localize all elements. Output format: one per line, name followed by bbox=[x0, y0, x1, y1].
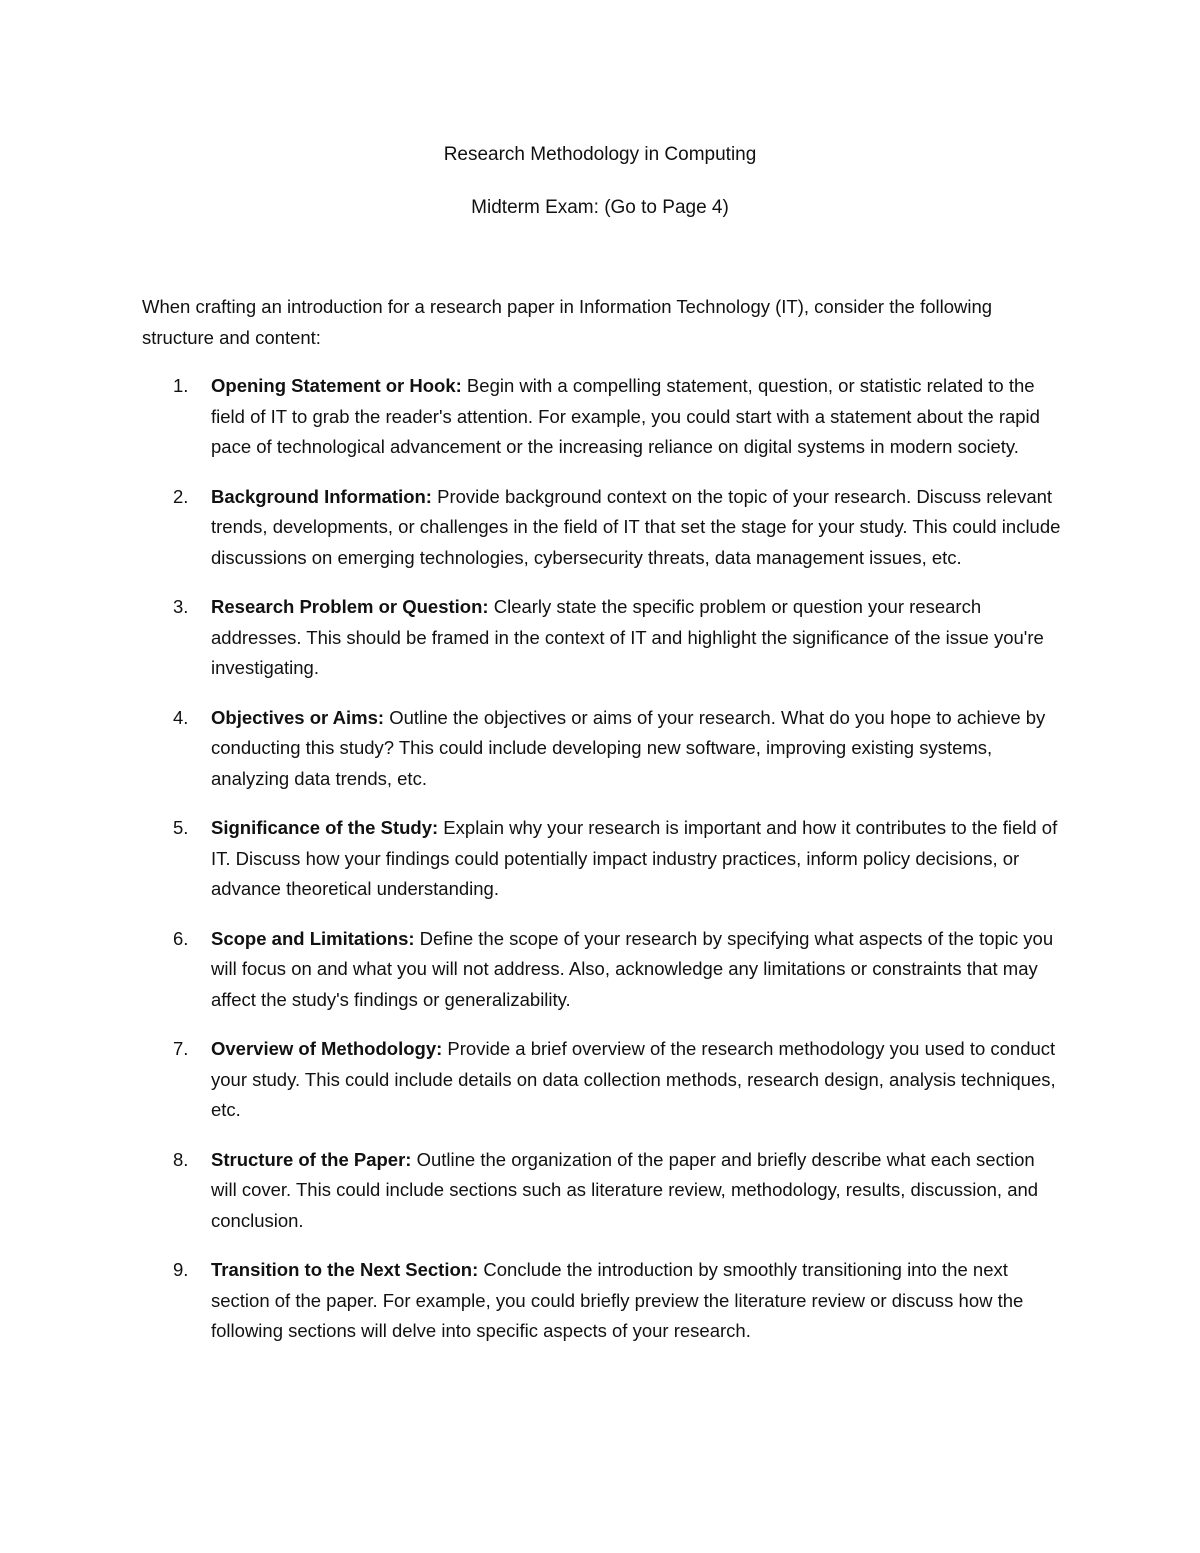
list-item-heading: Significance of the Study: bbox=[211, 817, 439, 838]
list-item bbox=[0, 813, 1061, 905]
numbered-list bbox=[0, 371, 1200, 1366]
list-item bbox=[0, 482, 1061, 574]
list-item-number: 3. bbox=[173, 596, 189, 617]
list-item-number: 5. bbox=[173, 817, 189, 838]
list-item bbox=[0, 924, 1061, 1016]
list-item-text: Provide background context on the topic of your research. Discuss relevant trends, developments, or challenges in the field of IT that set the stage for your study. This could include discussions on emerging technologies, cybersecurity threats, data management issues, etc. bbox=[211, 485, 1061, 568]
list-item-text: Outline the organization of the paper and briefly describe what each section will cover. This could include sections such as literature review, methodology, results, discussion, and conclusion. bbox=[211, 1148, 1039, 1231]
document-subtitle: Midterm Exam: (Go to Page 4) bbox=[471, 197, 729, 218]
document-title: Research Methodology in Computing bbox=[443, 144, 757, 165]
list-item-text: Clearly state the specific problem or question your research addresses. This should be framed in the context of IT and highlight the significance of the issue you're investigating. bbox=[211, 596, 1044, 678]
list-item-heading: Background Information: bbox=[211, 485, 432, 507]
list-item-number: 6. bbox=[173, 927, 189, 949]
list-item-text: Outline the objectives or aims of your research. What do you hope to achieve by conducting this study? This could include developing new software, improving existing systems, analyzing data trends, etc. bbox=[211, 706, 1046, 789]
list-item-heading: Structure of the Paper: bbox=[211, 1148, 412, 1170]
list-item-heading: Research Problem or Question: bbox=[211, 596, 489, 617]
intro-paragraph: When crafting an introduction for a research paper in Information Technology (IT), consider the following structure and content: bbox=[142, 296, 993, 348]
list-item-heading: Objectives or Aims: bbox=[211, 706, 385, 728]
list-item-heading: Overview of Methodology: bbox=[211, 1038, 443, 1059]
list-item-number: 7. bbox=[173, 1038, 189, 1059]
list-item-number: 2. bbox=[173, 485, 189, 507]
list-item bbox=[0, 371, 1061, 463]
list-item-number: 1. bbox=[173, 375, 189, 396]
list-item bbox=[0, 1145, 1061, 1237]
list-item-text: Provide a brief overview of the research methodology you used to conduct your study. This could include details on data collection methods, research design, analysis techniques, etc. bbox=[211, 1038, 1056, 1120]
list-item-text: Explain why your research is important and how it contributes to the field of IT. Discuss how your findings could potentially impact industry practices, inform policy decisions, or advance theoretical understanding. bbox=[211, 817, 1058, 899]
list-item bbox=[0, 1255, 1061, 1347]
list-item-text: Begin with a compelling statement, question, or statistic related to the field of IT to grab the reader's attention. For example, you could start with a statement about the rapid pace of technological advancement or the increasing reliance on digital systems in modern society. bbox=[211, 375, 1040, 457]
list-item-heading: Scope and Limitations: bbox=[211, 927, 415, 949]
list-item-number: 9. bbox=[173, 1259, 189, 1280]
list-item bbox=[0, 592, 1061, 684]
list-item-text: Define the scope of your research by specifying what aspects of the topic you will focus on and what you will not address. Also, acknowledge any limitations or constraints that may affect the study's findings or generalizability. bbox=[211, 927, 1054, 1010]
list-item-number: 8. bbox=[173, 1148, 189, 1170]
list-item-heading: Opening Statement or Hook: bbox=[211, 375, 462, 396]
list-item bbox=[0, 703, 1061, 795]
list-item-number: 4. bbox=[173, 706, 189, 728]
list-item-heading: Transition to the Next Section: bbox=[211, 1259, 479, 1280]
list-item bbox=[0, 1034, 1061, 1126]
list-item-text: Conclude the introduction by smoothly transitioning into the next section of the paper. For example, you could briefly preview the literature review or discuss how the following sections will delve into specific aspects of your research. bbox=[211, 1259, 1024, 1341]
